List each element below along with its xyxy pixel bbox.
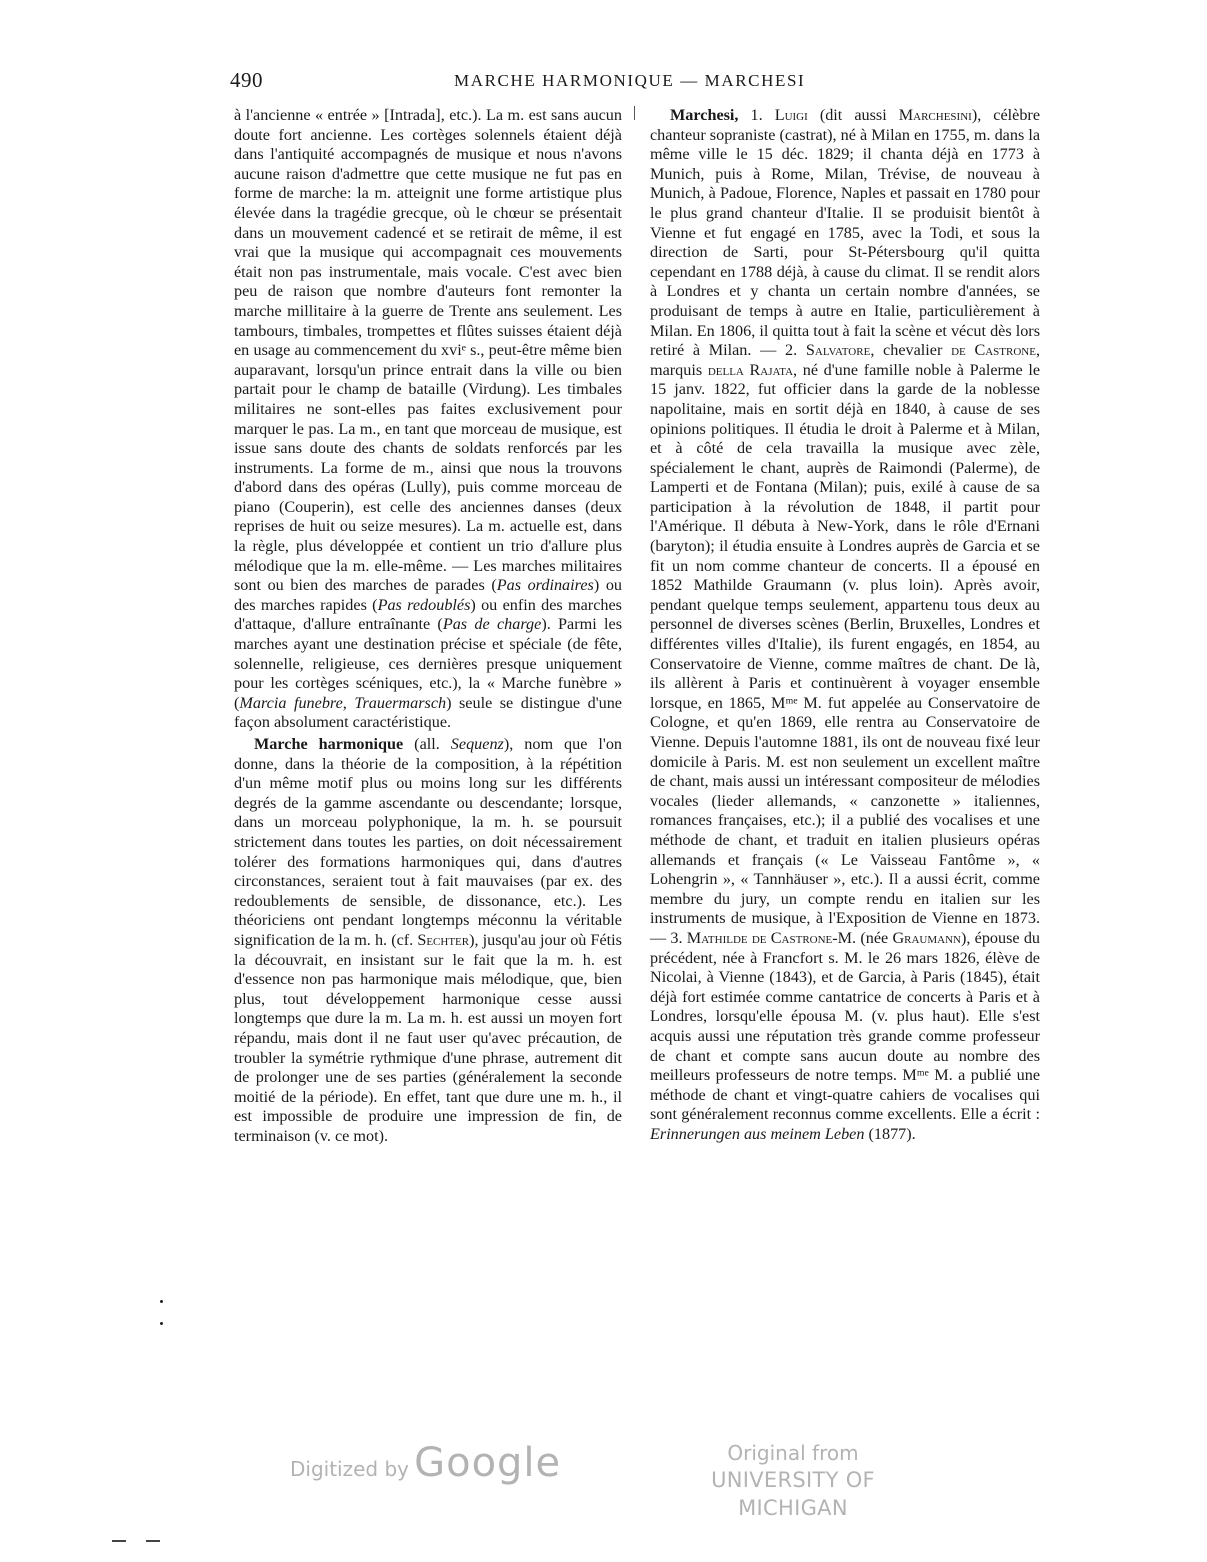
google-logo-text: Google bbox=[414, 1440, 562, 1486]
page-number: 490 bbox=[230, 68, 263, 92]
running-head: MARCHE HARMONIQUE — MARCHESI bbox=[454, 71, 806, 90]
headword-marchesi: Marchesi, bbox=[670, 106, 739, 124]
university-text: UNIVERSITY OF MICHIGAN bbox=[711, 1468, 875, 1520]
digitized-by-text: Digitized by bbox=[290, 1457, 409, 1481]
scan-speck bbox=[160, 1322, 163, 1325]
scan-mark bbox=[146, 1540, 160, 1542]
page-header bbox=[230, 68, 1040, 98]
right-column bbox=[650, 106, 1040, 1146]
original-from-watermark bbox=[668, 1440, 918, 1522]
entry-marche-harmonique: Marche harmonique (all. Sequenz), nom que l'on donne, dans la théorie de la composition, à la répétition d'un même motif plus ou moins long sur les différents degrés de la gamme ascendante ou descendante; lorsque, dans un morceau polyphonique, la m. h. se poursuit strictement dans toutes les parties, on doit nécessairement tolérer des formations harmoniques qui, dans d'autres circonstances, seraient tout à fait mauvaises (par ex. des redoublements de sensible, de dissonance, etc.). Les théoriciens ont pendant longtemps méconnu la véritable signification de la m. h. (cf. Sechter), jusqu'au jour où Fétis la découvrait, en insistant sur le fait que la m. h. est d'essence non pas harmonique mais mélodique, que, bien plus, tout développement harmonique cesse aussi longtemps que dure la m. La m. h. est aussi un moyen fort répandu, mais dont il ne faut user qu'avec précaution, de troubler la symétrie rythmique d'une phrase, autrement dit de prolonger une de ses parties (généralement la seconde moitié de la période). En effet, tant que dure une m. h., il est impossible de produire une impression de fin, de terminaison (v. ce mot). bbox=[234, 735, 623, 1145]
scan-mark bbox=[112, 1540, 126, 1542]
digitized-by-watermark bbox=[290, 1440, 561, 1486]
scan-speck bbox=[160, 1300, 163, 1303]
column-divider bbox=[634, 106, 635, 120]
headword-marche-harmonique: Marche harmonique bbox=[254, 735, 404, 753]
entry-marchesi: Marchesi, 1. Luigi (dit aussi Marchesini), célèbre chanteur sopraniste (castrat), né à Milan en 1755, m. dans la même ville le 15 déc. 1829; il chanta déjà en 1773 à Munich, puis à Rome, Milan, Trévise, de nouveau à Munich, à Padoue, Florence, Naples et passait en 1780 pour le plus grand chanteur d'Italie. Il se produisit bientôt à Vienne et fut engagé en 1785, avec la Todi, et sous la direction de Sarti, pour St-Pétersbourg qu'il quitta cependant en 1788 déjà, à cause du climat. Il se rendit alors à Londres et y chanta un certain nombre d'années, se produisant de temps à autre en Italie, particulièrement à Milan. En 1806, il quitta tout à fait la scène et vécut dès lors retiré à Milan. — 2. Salvatore, chevalier de Castrone, marquis della Rajata, né d'une famille noble à Palerme le 15 janv. 1822, fut officier dans la garde de la noblesse napolitaine, mais en sortit déjà en 1840, à cause de ses opinions politiques. Il étudia le droit à Palerme et à Milan, et à côté de cela travailla la musique avec zèle, spécialement le chant, auprès de Raimondi (Palerme), de Lamperti et de Fontana (Milan); puis, exilé à cause de sa participation à la révolution de 1848, il partit pour l'Amérique. Il débuta à New-York, dans le rôle d'Ernani (baryton); il étudia ensuite à Londres auprès de Garcia et se fit un nom comme chanteur de concerts. Il a épousé en 1852 Mathilde Graumann (v. plus loin). Après avoir, pendant quelque temps seulement, appartenu tous deux au personnel de diverses scènes (Berlin, Bruxelles, Londres et différentes villes d'Italie), ils furent engagés, en 1854, au Conservatoire de Vienne, comme maîtres de chant. De là, ils allèrent à Paris et continuèrent à voyager ensemble lorsque, en 1865, Mᵐᵉ M. fut appelée au Conservatoire de Cologne, et qu'en 1869, elle rentra au Conservatoire de Vienne. Depuis l'automne 1881, ils ont de nouveau fixé leur domicile à Paris. M. est non seulement un excellent maître de chant, mais aussi un intéressant compositeur de mélodies vocales (lieder allemands, « canzonette » italiennes, romances françaises, etc.); il a publié des vocalises et une méthode de chant, et traduit en italien plusieurs opéras allemands et français (« Le Vaisseau Fantôme », « Lohengrin », « Tannhäuser », etc.). Il a aussi écrit, comme membre du jury, un compte rendu en italien sur les instruments de musique, à l'Exposition de Vienne en 1873. — 3. Mathilde de Castrone-M. (née Graumann), épouse du précédent, née à Francfort s. M. le 26 mars 1826, élève de Nicolai, à Vienne (1843), et de Garcia, à Paris (1845), était déjà fort estimée comme cantatrice de concerts à Paris et à Londres, lorsqu'elle épousa M. (v. plus haut). Elle s'est acquis aussi une réputation très grande comme professeur de chant et compte sans aucun doute au nombre des meilleurs professeurs de notre temps. Mᵐᵉ M. a publié une méthode de chant et vingt-quatre cahiers de vocalises qui sont généralement reconnus comme excellents. Elle a écrit : Erinnerungen aus meinem Leben (1877). bbox=[650, 106, 1041, 1143]
entry-marche-continued: à l'ancienne « entrée » [Intrada], etc.). La m. est sans aucun doute fort ancienne. Les cortèges solennels étaient déjà dans l'antiquité accompagnés de musique et nous n'avons aucune raison d'admettre que cette musique ne fut pas en forme de marche: la m. atteignit une forme artistique plus élevée dans la tragédie grecque, où le chœur se présentait dans un mouvement cadencé et se retirait de même, il est vrai que la musique qui accompagnait ces mouvements était non pas instrumentale, mais vocale. C'est avec bien peu de raison que nombre d'auteurs font remonter la marche millitaire à la guerre de Trente ans seulement. Les tambours, timbales, trompettes et flûtes suisses étaient déjà en usage au commencement du xviᵉ s., peut-être même bien auparavant, lorsqu'un prince entrait dans la ville ou bien partait pour le champ de bataille (Virdung). Les timbales militaires ne sont-elles pas faites exclusivement pour marquer le pas. La m., en tant que morceau de musique, est issue sans doute des chants de soldats renforcés par les instruments. La forme de m., ainsi que nous la trouvons d'abord dans des opéras (Lully), puis comme morceau de piano (Couperin), est celle des anciennes danses (deux reprises de huit ou seize mesures). La m. actuelle est, dans la règle, plus développée et contient un trio d'allure plus mélodique que la m. elle-même. — Les marches militaires sont ou bien des marches de parades (Pas ordinaires) ou des marches rapides (Pas redoublés) ou enfin des marches d'attaque, d'allure entraînante (Pas de charge). Parmi les marches ayant une destination précise et spéciale (de fête, solennelle, religieuse, ces dernières presque uniquement pour les cortèges scéniques, etc.), la « Marche funèbre » (Marcia funebre, Trauermarsch) seule se distingue d'une façon absolument caractéristique. bbox=[234, 106, 623, 732]
original-from-text: Original from bbox=[727, 1441, 859, 1465]
left-column bbox=[234, 106, 622, 1148]
